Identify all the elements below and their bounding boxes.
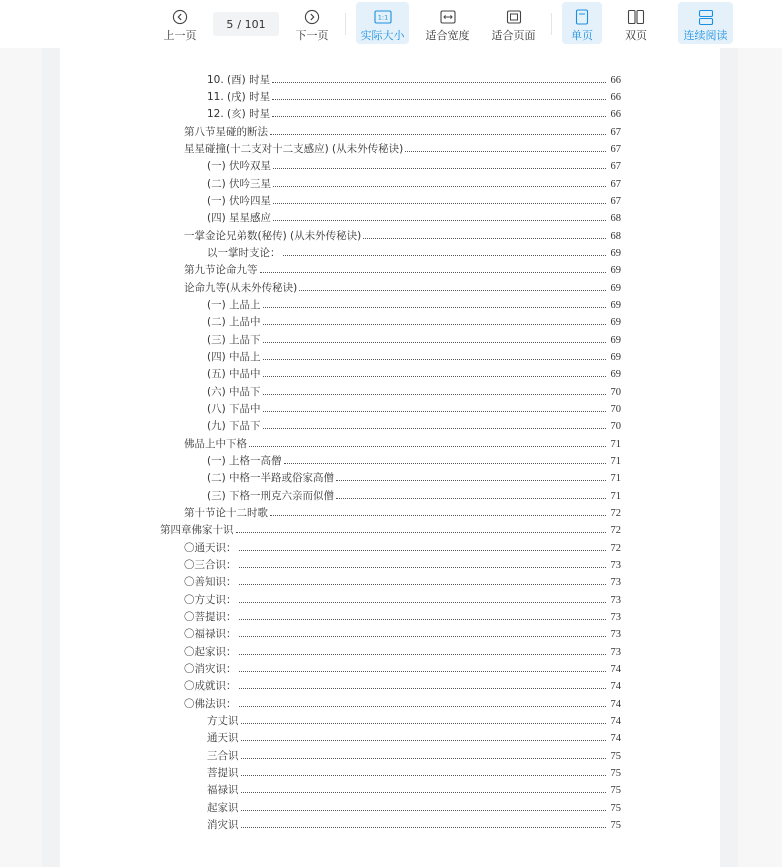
toc-entry-page: 67 xyxy=(610,127,621,138)
toc-entry[interactable] xyxy=(207,816,621,832)
toc-leader xyxy=(283,244,607,256)
document-page xyxy=(60,48,720,867)
toc-leader xyxy=(284,452,606,464)
toc-entry-title: 论命九等(从未外传秘诀) xyxy=(184,282,298,294)
right-margin xyxy=(738,48,782,867)
toc-entry-title: (一) 伏吟四星 xyxy=(207,195,272,207)
toc-entry[interactable] xyxy=(184,140,621,156)
toc-entry[interactable] xyxy=(184,677,621,693)
toc-entry[interactable] xyxy=(184,539,621,555)
fit-width-icon xyxy=(440,8,456,26)
toc-entry-page: 67 xyxy=(610,161,621,172)
toc-entry-title: 〇方丈识： xyxy=(184,594,237,606)
toc-entry-page: 67 xyxy=(610,196,621,207)
toc-entry[interactable] xyxy=(184,625,621,641)
toc-leader xyxy=(263,348,606,360)
toc-leader xyxy=(239,591,607,603)
toc-entry-page: 73 xyxy=(610,560,621,571)
toc-entry-page: 71 xyxy=(610,491,621,502)
toc-entry-title: (五) 中品中 xyxy=(207,368,261,380)
toc-leader xyxy=(272,88,606,100)
toc-leader xyxy=(363,227,606,239)
toc-entry[interactable] xyxy=(184,261,621,277)
single-page-button[interactable] xyxy=(562,2,602,44)
toc-entry[interactable] xyxy=(207,469,621,485)
toc-entry-title: 10. (酉) 时星 xyxy=(207,74,271,86)
next-page-button[interactable] xyxy=(289,2,335,44)
toc-leader xyxy=(273,175,606,187)
toc-entry-page: 69 xyxy=(610,248,621,259)
toc-leader xyxy=(272,105,606,117)
toc-entry-title: 〇三合识： xyxy=(184,559,237,571)
toc-entry-page: 75 xyxy=(610,803,621,814)
prev-page-label: 上一页 xyxy=(163,29,197,42)
toc-entry-page: 66 xyxy=(610,75,621,86)
toc-entry[interactable] xyxy=(207,764,621,780)
toc-entry-page: 74 xyxy=(610,733,621,744)
toc-entry-page: 73 xyxy=(610,629,621,640)
toc-entry-title: 〇起家识： xyxy=(184,646,237,658)
toc-entry[interactable] xyxy=(207,781,621,797)
toc-entry[interactable] xyxy=(184,591,621,607)
toc-leader xyxy=(273,209,606,221)
toc-leader xyxy=(241,781,607,793)
toolbar xyxy=(0,0,782,48)
toc-entry[interactable] xyxy=(207,400,621,416)
toc-entry[interactable] xyxy=(160,521,621,537)
toc-entry-title: 第九节论命九等 xyxy=(184,264,258,276)
fit-page-label: 适合页面 xyxy=(491,29,536,42)
toc-entry[interactable] xyxy=(184,695,621,711)
toc-entry[interactable] xyxy=(184,435,621,451)
toc-leader xyxy=(239,660,607,672)
toc-entry[interactable] xyxy=(207,71,621,87)
toc-entry-title: 福禄识 xyxy=(207,784,239,796)
toc-entry[interactable] xyxy=(207,383,621,399)
toc-leader xyxy=(405,140,606,152)
actual-size-icon xyxy=(374,8,392,26)
toc-entry-title: 通天识 xyxy=(207,732,239,744)
continuous-reading-label: 连续阅读 xyxy=(683,29,728,42)
toc-entry-page: 69 xyxy=(610,283,621,294)
toc-entry[interactable] xyxy=(207,799,621,815)
toc-leader xyxy=(273,157,606,169)
toc-leader xyxy=(241,764,607,776)
toc-entry[interactable] xyxy=(207,313,621,329)
toc-entry-page: 68 xyxy=(610,231,621,242)
toc-entry-page: 73 xyxy=(610,612,621,623)
toc-entry[interactable] xyxy=(207,209,621,225)
toc-entry-page: 74 xyxy=(610,699,621,710)
toc-entry[interactable] xyxy=(207,244,621,260)
continuous-reading-button[interactable] xyxy=(678,2,733,44)
toc-entry-page: 66 xyxy=(610,109,621,120)
toc-leader xyxy=(260,261,607,273)
toc-entry-page: 75 xyxy=(610,785,621,796)
toc-entry-page: 74 xyxy=(610,716,621,727)
toc-entry[interactable] xyxy=(207,747,621,763)
fit-page-button[interactable] xyxy=(486,2,541,44)
toc-entry-title: 12. (亥) 时星 xyxy=(207,108,271,120)
toc-leader xyxy=(239,539,607,551)
fit-page-icon xyxy=(506,8,522,26)
toc-entry-page: 69 xyxy=(610,352,621,363)
toc-leader xyxy=(239,573,607,585)
toc-leader xyxy=(241,729,607,741)
toc-leader xyxy=(239,608,607,620)
toc-entry-title: (四) 中品上 xyxy=(207,351,261,363)
toc-entry-page: 69 xyxy=(610,369,621,380)
left-margin xyxy=(0,48,42,867)
toc-leader xyxy=(270,123,606,135)
toc-entry-title: 11. (戌) 时星 xyxy=(207,91,271,103)
toc-entry[interactable] xyxy=(207,88,621,104)
toc-entry-title: 起家识 xyxy=(207,802,239,814)
toc-entry[interactable] xyxy=(207,296,621,312)
toc-entry-title: 〇消灾识： xyxy=(184,663,237,675)
toc-entry[interactable] xyxy=(207,417,621,433)
toc-entry-title: 〇佛法识： xyxy=(184,698,237,710)
toc-leader xyxy=(263,296,606,308)
toc-entry-title: 第十节论十二时歌 xyxy=(184,507,268,519)
toc-leader xyxy=(241,712,607,724)
single-page-icon xyxy=(575,8,589,26)
toc-entry-page: 73 xyxy=(610,647,621,658)
toc-entry-page: 66 xyxy=(610,92,621,103)
toc-leader xyxy=(239,695,607,707)
toc-leader xyxy=(263,331,606,343)
toc-entry[interactable] xyxy=(184,608,621,624)
toc-entry-page: 70 xyxy=(610,421,621,432)
chevron-right-circle-icon xyxy=(304,8,320,26)
toc-entry[interactable] xyxy=(207,452,621,468)
toc-entry-page: 72 xyxy=(610,525,621,536)
toc-entry[interactable] xyxy=(207,157,621,173)
toc-leader xyxy=(263,417,606,429)
toc-entry-page: 71 xyxy=(610,439,621,450)
toc-entry-title: (二) 伏吟三星 xyxy=(207,178,272,190)
toc-entry-page: 71 xyxy=(610,473,621,484)
toc-entry-title: 星星碰撞(十二支对十二支感应) (从未外传秘诀) xyxy=(184,143,404,155)
chevron-left-circle-icon xyxy=(172,8,188,26)
toc-entry[interactable] xyxy=(184,660,621,676)
toc-entry-page: 70 xyxy=(610,404,621,415)
toc-entry-title: (一) 上品上 xyxy=(207,299,261,311)
toc-entry[interactable] xyxy=(207,348,621,364)
fit-width-button[interactable] xyxy=(420,2,475,44)
toc-entry-title: (三) 上品下 xyxy=(207,334,261,346)
toc-entry[interactable] xyxy=(184,279,621,295)
double-page-icon xyxy=(627,8,645,26)
actual-size-icon-text: 1:1 xyxy=(377,13,388,22)
toc-entry-page: 69 xyxy=(610,300,621,311)
toc-entry-page: 74 xyxy=(610,664,621,675)
toc-entry-page: 67 xyxy=(610,179,621,190)
double-page-button[interactable] xyxy=(614,2,658,44)
page-number-input[interactable]: 5 xyxy=(226,17,234,31)
toc-entry-page: 69 xyxy=(610,317,621,328)
toc-entry-title: 〇菩提识： xyxy=(184,611,237,623)
toc-entry[interactable] xyxy=(207,365,621,381)
actual-size-button[interactable] xyxy=(356,2,409,44)
toc-entry-title: 〇成就识： xyxy=(184,680,237,692)
toolbar-divider xyxy=(345,13,346,35)
toc-entry-page: 70 xyxy=(610,387,621,398)
toc-entry-page: 75 xyxy=(610,768,621,779)
toc-entry-title: (二) 上品中 xyxy=(207,316,261,328)
toc-entry-title: 一掌金论兄弟数(秘传) (从未外传秘诀) xyxy=(184,230,362,242)
toc-entry-page: 72 xyxy=(610,508,621,519)
toc-entry[interactable] xyxy=(207,712,621,728)
toc-entry-title: 第四章佛家十识 xyxy=(160,524,234,536)
toc-leader xyxy=(239,677,607,689)
toc-leader xyxy=(239,625,607,637)
toc-leader xyxy=(336,487,606,499)
toc-entry-title: 〇福禄识： xyxy=(184,628,237,640)
toc-leader xyxy=(241,799,607,811)
continuous-reading-icon xyxy=(698,8,714,26)
toc-entry[interactable] xyxy=(207,487,621,503)
toc-entry[interactable] xyxy=(184,504,621,520)
toc-entry-title: 第八节星碰的断法 xyxy=(184,126,268,138)
actual-size-label: 实际大小 xyxy=(360,29,405,42)
toc-entry-page: 71 xyxy=(610,456,621,467)
toc-entry-title: 〇善知识： xyxy=(184,576,237,588)
toc-entry[interactable] xyxy=(207,729,621,745)
toc-entry-title: 佛品上中下格 xyxy=(184,438,247,450)
toc-entry-title: (三) 下格一刑克六亲而似僧 xyxy=(207,490,335,502)
toolbar-divider xyxy=(551,13,552,35)
toc-entry-title: 三合识 xyxy=(207,750,239,762)
toc-leader xyxy=(336,469,606,481)
toc-entry[interactable] xyxy=(184,227,621,243)
toc-entry-page: 68 xyxy=(610,213,621,224)
toc-entry-page: 75 xyxy=(610,820,621,831)
toc-entry-title: 〇通天识： xyxy=(184,542,237,554)
toc-entry-page: 72 xyxy=(610,543,621,554)
toc-entry-page: 75 xyxy=(610,751,621,762)
toc-leader xyxy=(270,504,606,516)
toc-leader xyxy=(249,435,606,447)
single-page-label: 单页 xyxy=(571,29,593,42)
double-page-label: 双页 xyxy=(625,29,647,42)
toc-leader xyxy=(273,192,606,204)
toc-leader xyxy=(272,71,606,83)
toc-leader xyxy=(263,383,606,395)
fit-width-label: 适合宽度 xyxy=(425,29,470,42)
toc-entry-page: 69 xyxy=(610,335,621,346)
toc-entry-title: 方丈识 xyxy=(207,715,239,727)
toc-leader xyxy=(263,365,606,377)
toc-entry-page: 69 xyxy=(610,265,621,276)
prev-page-button[interactable] xyxy=(157,2,203,44)
page-indicator xyxy=(213,12,279,36)
toc-entry[interactable] xyxy=(184,643,621,659)
toc-entry[interactable] xyxy=(207,192,621,208)
toc-leader xyxy=(239,643,607,655)
toc-entry-page: 73 xyxy=(610,595,621,606)
toc-leader xyxy=(263,400,606,412)
toc-entry-page: 74 xyxy=(610,681,621,692)
toc-entry-title: (六) 中品下 xyxy=(207,386,261,398)
total-pages: / 101 xyxy=(237,17,266,31)
toc-entry-page: 73 xyxy=(610,577,621,588)
toc-entry-title: (一) 上格一高僧 xyxy=(207,455,282,467)
toc-entry-title: 消灾识 xyxy=(207,819,239,831)
toc-entry[interactable] xyxy=(207,331,621,347)
next-page-label: 下一页 xyxy=(295,29,329,42)
toc-entry-page: 67 xyxy=(610,144,621,155)
toc-leader xyxy=(299,279,606,291)
toc-leader xyxy=(236,521,607,533)
toc-entry-title: 以一掌时支论： xyxy=(207,247,281,259)
toc-entry-title: (四) 星星感应 xyxy=(207,212,272,224)
toc-entry-title: 菩提识 xyxy=(207,767,239,779)
toc-leader xyxy=(239,556,607,568)
toc-entry[interactable] xyxy=(184,123,621,139)
toc-leader xyxy=(263,313,606,325)
toc-entry-title: (二) 中格一半路或俗家高僧 xyxy=(207,472,335,484)
toc-entry-title: (九) 下品下 xyxy=(207,420,261,432)
toc-entry[interactable] xyxy=(184,556,621,572)
toc-entry[interactable] xyxy=(184,573,621,589)
toc-leader xyxy=(241,816,607,828)
toc-entry[interactable] xyxy=(207,105,621,121)
toc-entry-title: (一) 伏吟双星 xyxy=(207,160,272,172)
toc-leader xyxy=(241,747,607,759)
toc-entry[interactable] xyxy=(207,175,621,191)
toc-entry-title: (八) 下品中 xyxy=(207,403,261,415)
